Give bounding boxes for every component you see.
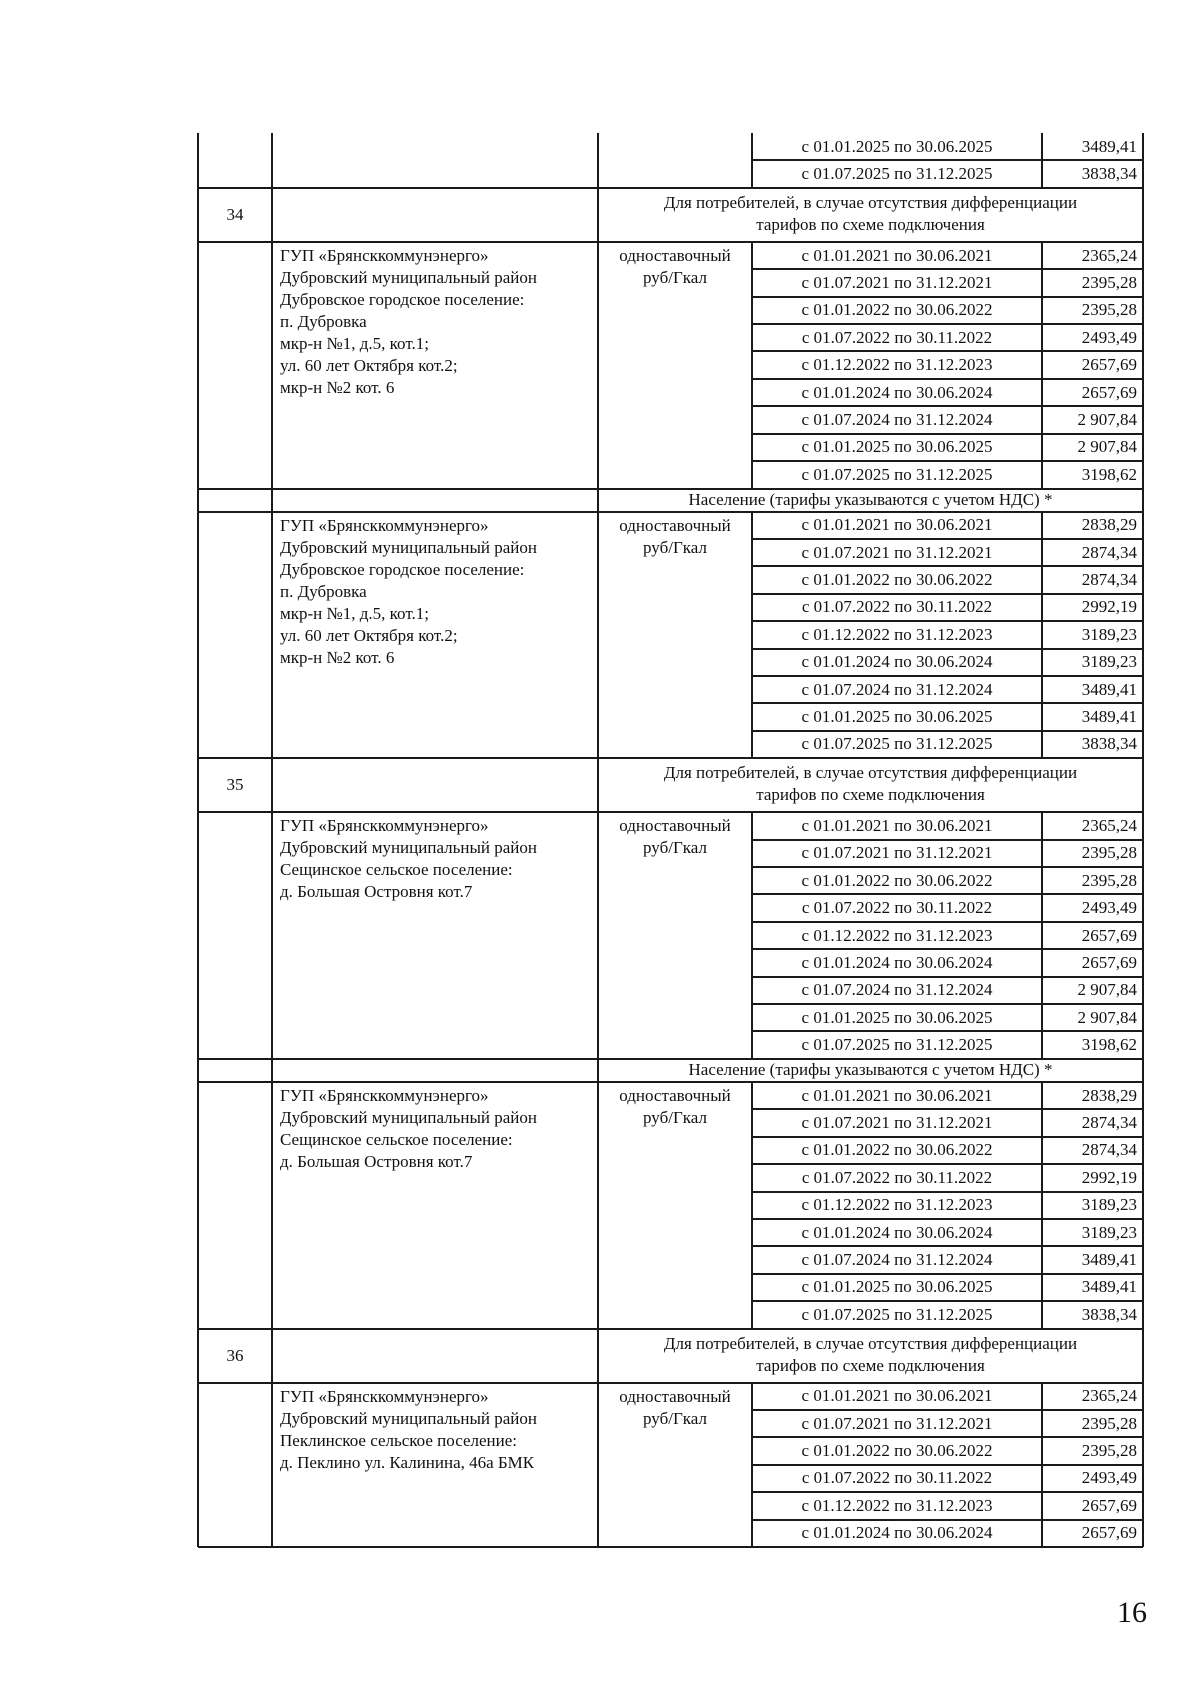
tariff-value-cell: 3189,23 xyxy=(1081,1222,1137,1242)
tariff-type-text: одноставочный xyxy=(619,816,731,836)
tariff-value-cell: 3489,41 xyxy=(1081,1277,1137,1297)
period-cell: с 01.07.2025 по 31.12.2025 xyxy=(801,464,993,484)
tariff-type-text: руб/Гкал xyxy=(643,537,707,557)
period-cell: с 01.07.2025 по 31.12.2025 xyxy=(801,164,993,184)
period-cell: с 01.07.2021 по 31.12.2021 xyxy=(801,272,993,292)
tariff-value-cell: 3489,41 xyxy=(1081,136,1137,156)
consumer-category-header: Население (тарифы указываются с учетом НДС) * xyxy=(688,489,1053,509)
organization-text: Дубровский муниципальный район xyxy=(280,267,537,287)
tariff-value-cell: 2395,28 xyxy=(1081,843,1137,863)
table-rule xyxy=(752,976,1143,978)
tariff-value-cell: 2395,28 xyxy=(1081,1441,1137,1461)
tariff-value-cell: 2657,69 xyxy=(1081,1495,1137,1515)
tariff-value-cell: 3489,41 xyxy=(1081,679,1137,699)
table-rule xyxy=(752,730,1143,732)
organization-text: Дубровский муниципальный район xyxy=(280,537,537,557)
organization-text: п. Дубровка xyxy=(280,311,367,331)
period-cell: с 01.01.2021 по 30.06.2021 xyxy=(801,245,993,265)
organization-text: Пеклинское сельское поселение: xyxy=(280,1430,517,1450)
organization-text: Дубровское городское поселение: xyxy=(280,559,525,579)
period-cell: с 01.07.2021 по 31.12.2021 xyxy=(801,1413,993,1433)
table-rule xyxy=(752,1003,1143,1005)
table-rule xyxy=(271,489,273,512)
period-cell: с 01.01.2021 по 30.06.2021 xyxy=(801,515,993,535)
group-header-text: Для потребителей, в случае отсутствия дифференциации xyxy=(663,1333,1078,1353)
tariff-type-text: одноставочный xyxy=(619,515,731,535)
table-rule xyxy=(752,1273,1143,1275)
period-cell: с 01.07.2021 по 31.12.2021 xyxy=(801,542,993,562)
table-rule xyxy=(752,1191,1143,1193)
table-rule xyxy=(752,296,1143,298)
period-cell: с 01.07.2022 по 30.11.2022 xyxy=(801,597,993,617)
period-cell: с 01.01.2025 по 30.06.2025 xyxy=(801,437,993,457)
group-header-text: тарифов по схеме подключения xyxy=(756,785,985,805)
tariff-value-cell: 2657,69 xyxy=(1081,382,1137,402)
organization-text: п. Дубровка xyxy=(280,581,367,601)
table-rule xyxy=(752,159,1143,161)
table-rule xyxy=(752,1218,1143,1220)
table-rule xyxy=(197,1383,199,1547)
period-cell: с 01.07.2021 по 31.12.2021 xyxy=(801,1112,993,1132)
table-rule xyxy=(197,812,199,1059)
organization-text: д. Большая Островня кот.7 xyxy=(280,1151,473,1171)
table-rule xyxy=(752,866,1143,868)
table-rule xyxy=(752,378,1143,380)
period-cell: с 01.01.2025 по 30.06.2025 xyxy=(801,1277,993,1297)
table-rule xyxy=(752,323,1143,325)
tariff-value-cell: 2657,69 xyxy=(1081,952,1137,972)
table-rule xyxy=(752,839,1143,841)
organization-text: мкр-н №2 кот. 6 xyxy=(280,377,395,397)
table-rule xyxy=(752,1245,1143,1247)
period-cell: с 01.07.2024 по 31.12.2024 xyxy=(801,679,993,699)
table-rule xyxy=(271,133,273,188)
table-rule xyxy=(197,133,199,188)
tariff-value-cell: 2395,28 xyxy=(1081,300,1137,320)
tariff-value-cell: 3489,41 xyxy=(1081,707,1137,727)
tariff-value-cell: 3489,41 xyxy=(1081,1250,1137,1270)
group-number: 36 xyxy=(226,1345,244,1365)
table-rule xyxy=(198,811,1143,813)
tariff-value-cell: 2395,28 xyxy=(1081,1413,1137,1433)
tariff-value-cell: 2365,24 xyxy=(1081,815,1137,835)
tariff-value-cell: 2493,49 xyxy=(1081,898,1137,918)
period-cell: с 01.07.2022 по 30.11.2022 xyxy=(801,898,993,918)
tariff-value-cell: 2874,34 xyxy=(1081,542,1137,562)
organization-text: Дубровский муниципальный район xyxy=(280,1408,537,1428)
tariff-value-cell: 2493,49 xyxy=(1081,1468,1137,1488)
period-cell: с 01.01.2022 по 30.06.2022 xyxy=(801,570,993,590)
tariff-type-text: руб/Гкал xyxy=(643,1408,707,1428)
tariff-value-cell: 2838,29 xyxy=(1081,1085,1137,1105)
table-rule xyxy=(752,460,1143,462)
table-rule xyxy=(752,1136,1143,1138)
group-number: 34 xyxy=(226,204,244,224)
period-cell: с 01.01.2021 по 30.06.2021 xyxy=(801,1386,993,1406)
tariff-value-cell: 2493,49 xyxy=(1081,327,1137,347)
period-cell: с 01.07.2024 по 31.12.2024 xyxy=(801,409,993,429)
period-cell: с 01.07.2022 по 30.11.2022 xyxy=(801,1468,993,1488)
organization-text: Дубровское городское поселение: xyxy=(280,289,525,309)
table-rule xyxy=(198,1546,1143,1548)
period-cell: с 01.01.2022 по 30.06.2022 xyxy=(801,870,993,890)
tariff-value-cell: 2838,29 xyxy=(1081,515,1137,535)
table-rule xyxy=(752,1409,1143,1411)
table-rule xyxy=(198,241,1143,243)
table-rule xyxy=(752,1030,1143,1032)
period-cell: с 01.07.2025 по 31.12.2025 xyxy=(801,734,993,754)
organization-text: ГУП «Брянсккоммунэнерго» xyxy=(280,245,489,265)
table-rule xyxy=(198,757,1143,759)
table-rule xyxy=(198,1382,1143,1384)
table-rule xyxy=(198,1328,1143,1330)
period-cell: с 01.07.2022 по 30.11.2022 xyxy=(801,327,993,347)
table-rule xyxy=(197,489,199,512)
table-rule xyxy=(752,433,1143,435)
table-rule xyxy=(271,1059,273,1082)
table-rule xyxy=(752,1436,1143,1438)
organization-text: ул. 60 лет Октября кот.2; xyxy=(280,625,458,645)
period-cell: с 01.07.2024 по 31.12.2024 xyxy=(801,980,993,1000)
period-cell: с 01.12.2022 по 31.12.2023 xyxy=(801,624,993,644)
tariff-value-cell: 3838,34 xyxy=(1081,164,1137,184)
tariff-type-text: руб/Гкал xyxy=(643,838,707,858)
period-cell: с 01.01.2022 по 30.06.2022 xyxy=(801,1441,993,1461)
period-cell: с 01.12.2022 по 31.12.2023 xyxy=(801,1195,993,1215)
period-cell: с 01.01.2025 по 30.06.2025 xyxy=(801,136,993,156)
table-rule xyxy=(752,565,1143,567)
tariff-value-cell: 2 907,84 xyxy=(1077,437,1137,457)
table-rule xyxy=(752,350,1143,352)
tariff-value-cell: 3198,62 xyxy=(1081,464,1137,484)
period-cell: с 01.01.2024 по 30.06.2024 xyxy=(801,1523,993,1543)
consumer-category-header: Население (тарифы указываются с учетом НДС) * xyxy=(688,1059,1053,1079)
table-rule xyxy=(198,187,1143,189)
organization-text: мкр-н №1, д.5, кот.1; xyxy=(280,603,429,623)
tariff-value-cell: 2365,24 xyxy=(1081,245,1137,265)
tariff-value-cell: 2657,69 xyxy=(1081,925,1137,945)
table-rule xyxy=(752,405,1143,407)
table-rule xyxy=(597,133,599,188)
organization-text: д. Пеклино ул. Калинина, 46а БМК xyxy=(280,1452,535,1472)
table-rule xyxy=(752,538,1143,540)
period-cell: с 01.07.2024 по 31.12.2024 xyxy=(801,1250,993,1270)
organization-text: мкр-н №1, д.5, кот.1; xyxy=(280,333,429,353)
organization-text: ГУП «Брянсккоммунэнерго» xyxy=(280,1386,489,1406)
period-cell: с 01.12.2022 по 31.12.2023 xyxy=(801,355,993,375)
period-cell: с 01.01.2022 по 30.06.2022 xyxy=(801,1140,993,1160)
tariff-value-cell: 2657,69 xyxy=(1081,1523,1137,1543)
group-number: 35 xyxy=(226,775,244,795)
tariff-type-text: руб/Гкал xyxy=(643,267,707,287)
organization-text: Сещинское сельское поселение: xyxy=(280,1129,513,1149)
tariff-value-cell: 3189,23 xyxy=(1081,652,1137,672)
period-cell: с 01.07.2025 по 31.12.2025 xyxy=(801,1035,993,1055)
organization-text: ул. 60 лет Октября кот.2; xyxy=(280,355,458,375)
group-header-text: Для потребителей, в случае отсутствия дифференциации xyxy=(663,192,1078,212)
organization-text: Дубровский муниципальный район xyxy=(280,1107,537,1127)
organization-text: ГУП «Брянсккоммунэнерго» xyxy=(280,1085,489,1105)
tariff-type-text: руб/Гкал xyxy=(643,1107,707,1127)
tariff-type-text: одноставочный xyxy=(619,1085,731,1105)
period-cell: с 01.01.2022 по 30.06.2022 xyxy=(801,300,993,320)
period-cell: с 01.01.2024 по 30.06.2024 xyxy=(801,382,993,402)
tariff-value-cell: 2 907,84 xyxy=(1077,1007,1137,1027)
organization-text: ГУП «Брянсккоммунэнерго» xyxy=(280,515,489,535)
tariff-value-cell: 2657,69 xyxy=(1081,355,1137,375)
tariff-value-cell: 2992,19 xyxy=(1081,1167,1137,1187)
table-rule xyxy=(752,593,1143,595)
table-rule xyxy=(752,1464,1143,1466)
table-rule xyxy=(752,921,1143,923)
period-cell: с 01.12.2022 по 31.12.2023 xyxy=(801,925,993,945)
period-cell: с 01.07.2025 по 31.12.2025 xyxy=(801,1304,993,1324)
period-cell: с 01.07.2022 по 30.11.2022 xyxy=(801,1167,993,1187)
table-rule xyxy=(752,268,1143,270)
tariff-value-cell: 3198,62 xyxy=(1081,1035,1137,1055)
tariff-value-cell: 2992,19 xyxy=(1081,597,1137,617)
period-cell: с 01.01.2025 по 30.06.2025 xyxy=(801,707,993,727)
table-rule xyxy=(752,702,1143,704)
period-cell: с 01.01.2024 по 30.06.2024 xyxy=(801,1222,993,1242)
period-cell: с 01.01.2024 по 30.06.2024 xyxy=(801,952,993,972)
table-rule xyxy=(198,1081,1143,1083)
organization-text: Сещинское сельское поселение: xyxy=(280,860,513,880)
organization-text: Дубровский муниципальный район xyxy=(280,838,537,858)
period-cell: с 01.12.2022 по 31.12.2023 xyxy=(801,1495,993,1515)
organization-text: ГУП «Брянсккоммунэнерго» xyxy=(280,816,489,836)
organization-text: д. Большая Островня кот.7 xyxy=(280,882,473,902)
group-header-text: тарифов по схеме подключения xyxy=(756,214,985,234)
tariff-value-cell: 3838,34 xyxy=(1081,1304,1137,1324)
tariff-value-cell: 3838,34 xyxy=(1081,734,1137,754)
table-rule xyxy=(752,620,1143,622)
table-rule xyxy=(752,893,1143,895)
table-rule xyxy=(752,1108,1143,1110)
organization-text: мкр-н №2 кот. 6 xyxy=(280,647,395,667)
table-rule xyxy=(752,675,1143,677)
tariff-value-cell: 3189,23 xyxy=(1081,1195,1137,1215)
period-cell: с 01.07.2021 по 31.12.2021 xyxy=(801,843,993,863)
group-header-text: тарифов по схеме подключения xyxy=(756,1355,985,1375)
table-rule xyxy=(752,1491,1143,1493)
period-cell: с 01.01.2025 по 30.06.2025 xyxy=(801,1007,993,1027)
tariff-value-cell: 2 907,84 xyxy=(1077,980,1137,1000)
tariff-type-text: одноставочный xyxy=(619,245,731,265)
group-header-text: Для потребителей, в случае отсутствия дифференциации xyxy=(663,763,1078,783)
tariff-value-cell: 3189,23 xyxy=(1081,624,1137,644)
table-rule xyxy=(752,1300,1143,1302)
tariff-value-cell: 2874,34 xyxy=(1081,1112,1137,1132)
tariff-value-cell: 2874,34 xyxy=(1081,570,1137,590)
tariff-value-cell: 2395,28 xyxy=(1081,870,1137,890)
table-rule xyxy=(752,1163,1143,1165)
tariff-value-cell: 2 907,84 xyxy=(1077,409,1137,429)
table-rule xyxy=(197,242,199,489)
table-rule xyxy=(197,1059,199,1082)
table-rule xyxy=(197,512,199,759)
tariff-value-cell: 2395,28 xyxy=(1081,272,1137,292)
table-rule xyxy=(197,1082,199,1329)
period-cell: с 01.01.2021 по 30.06.2021 xyxy=(801,1085,993,1105)
page-number: 16 xyxy=(1117,1596,1147,1629)
tariff-value-cell: 2874,34 xyxy=(1081,1140,1137,1160)
table-rule xyxy=(752,1519,1143,1521)
tariff-value-cell: 2365,24 xyxy=(1081,1386,1137,1406)
period-cell: с 01.01.2021 по 30.06.2021 xyxy=(801,815,993,835)
tariff-type-text: одноставочный xyxy=(619,1386,731,1406)
table-rule xyxy=(198,511,1143,513)
table-rule xyxy=(752,948,1143,950)
table-rule xyxy=(752,648,1143,650)
period-cell: с 01.01.2024 по 30.06.2024 xyxy=(801,652,993,672)
